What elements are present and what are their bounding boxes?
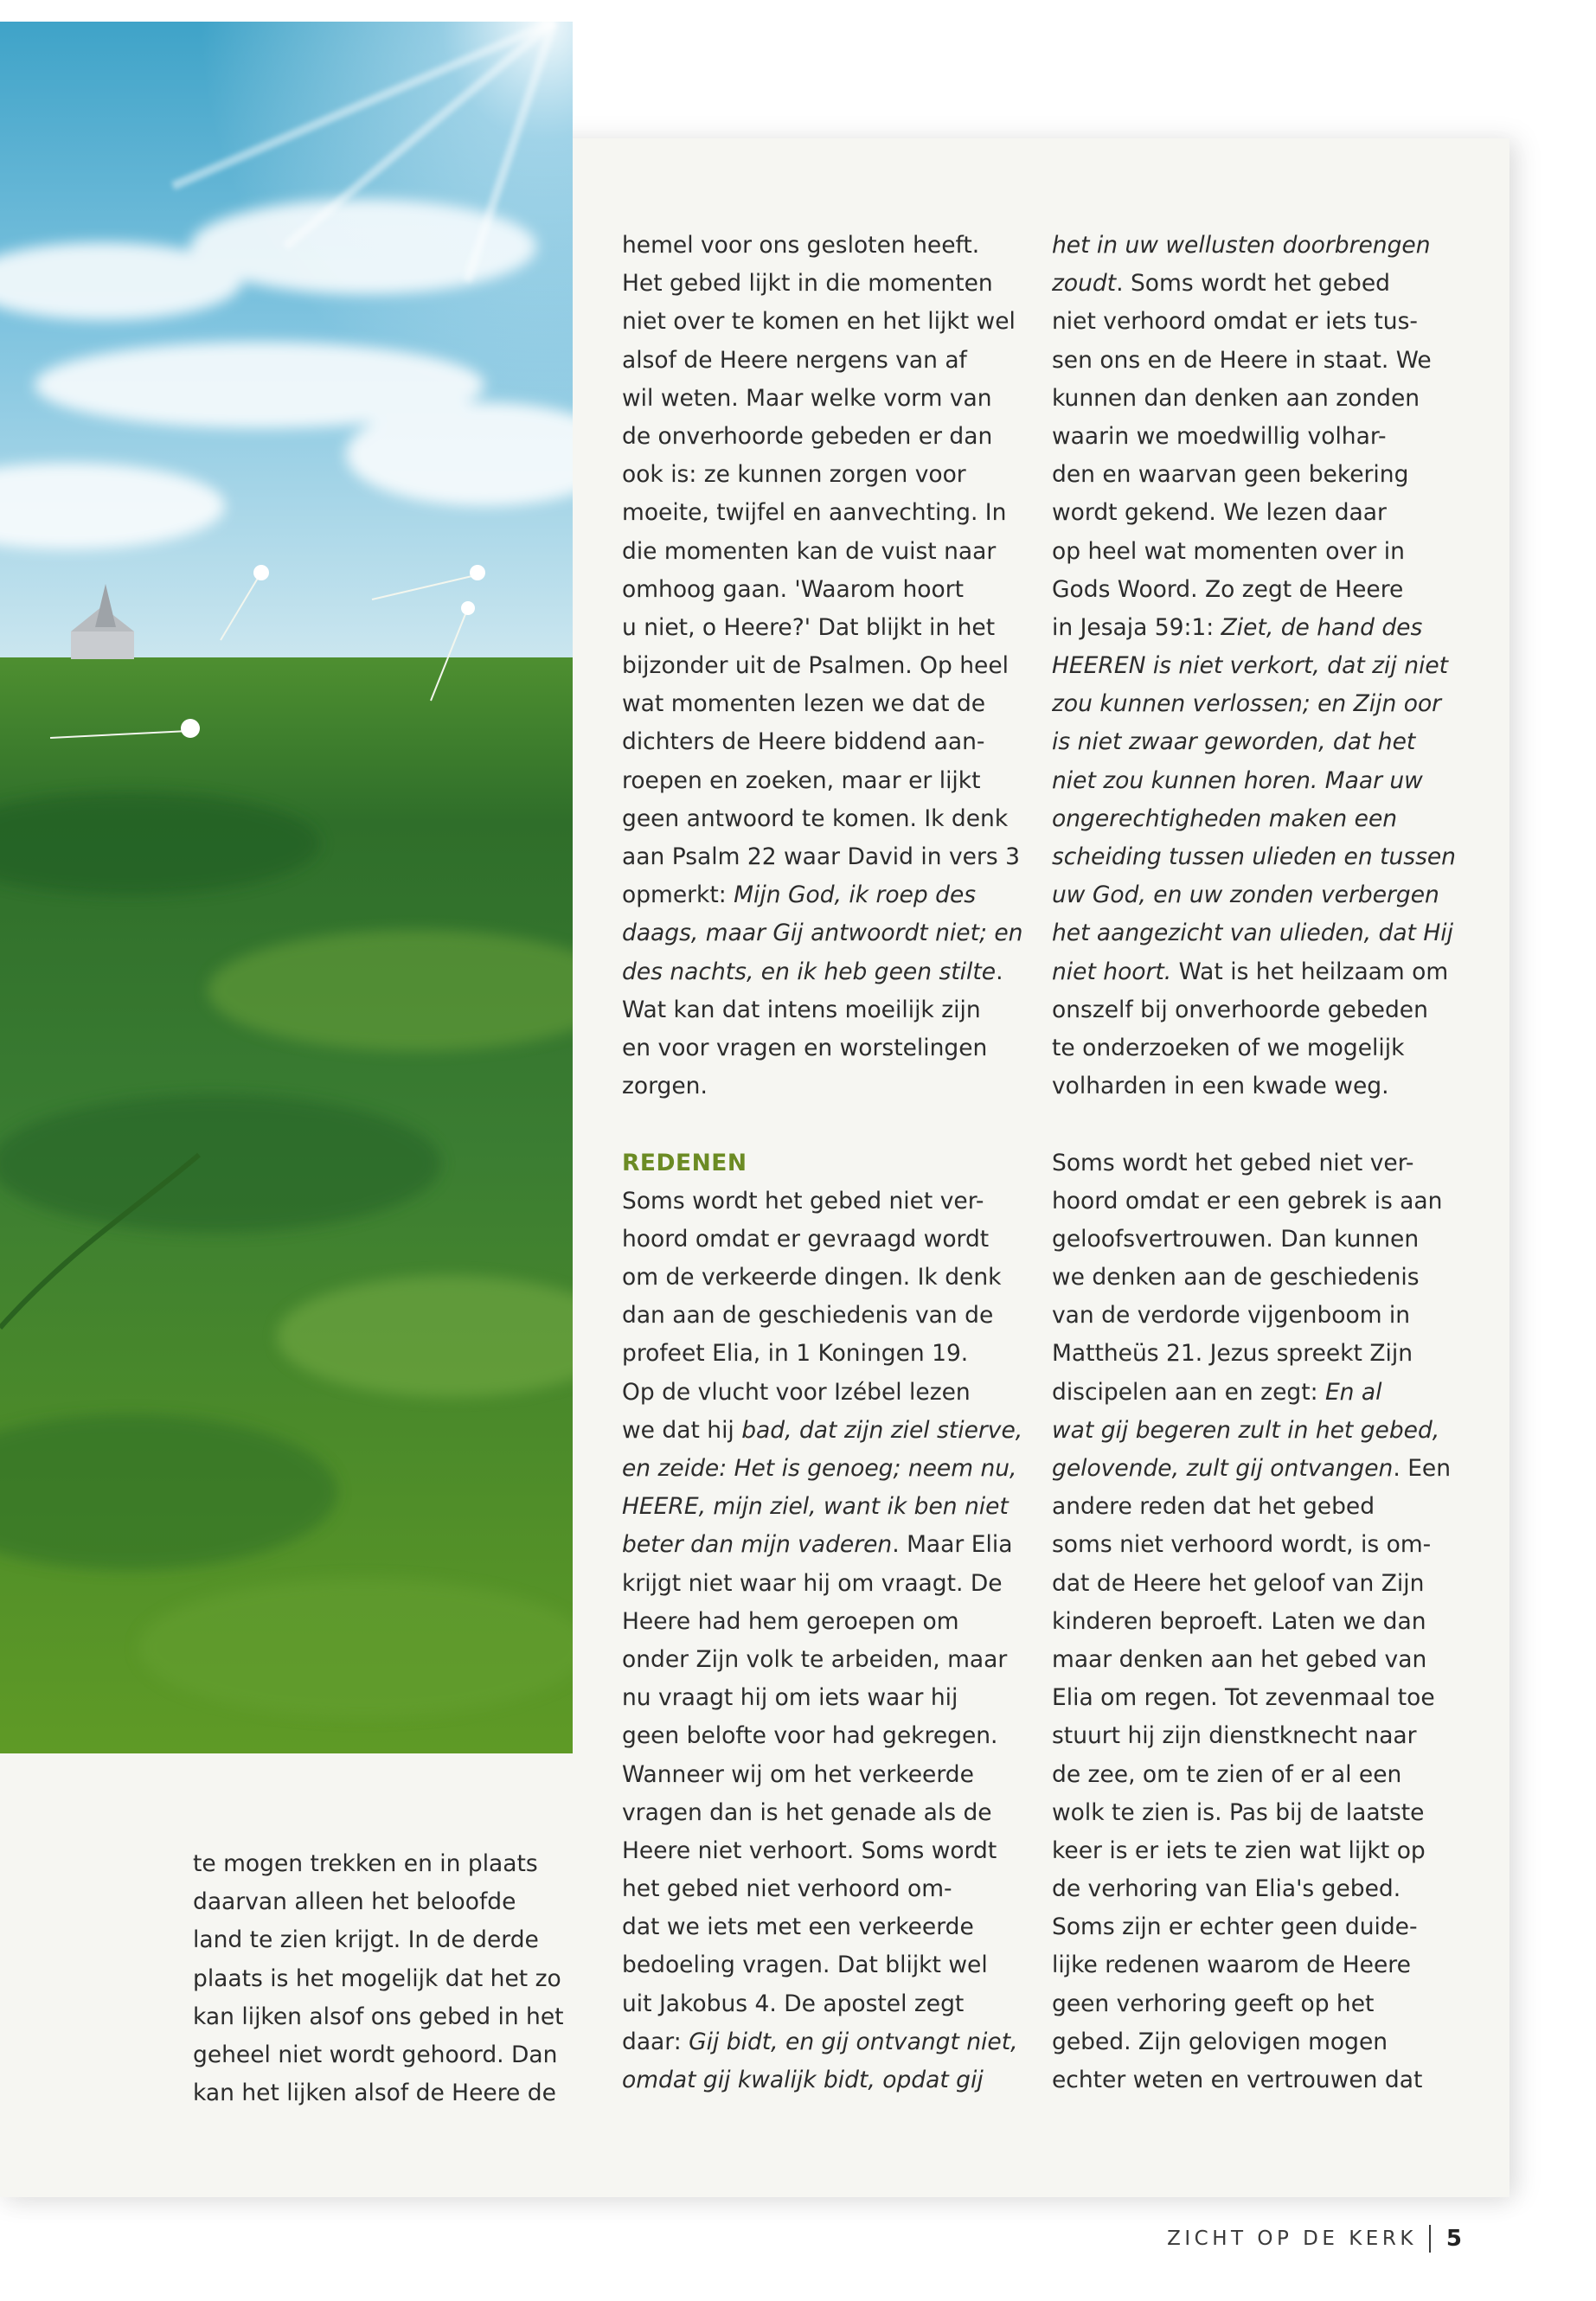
text-line: te onderzoeken of we mogelijk bbox=[1052, 1034, 1405, 1061]
text-line: aan Psalm 22 waar David in vers 3 bbox=[622, 843, 1020, 870]
text-span: . Een bbox=[1393, 1455, 1452, 1482]
text-span: . Maar Elia bbox=[892, 1531, 1013, 1559]
text-line: hoord omdat er een gebrek is aan bbox=[1052, 1187, 1443, 1215]
text-line: profeet Elia, in 1 Koningen 19. bbox=[622, 1340, 969, 1368]
text-line: roepen en zoeken, maar er lijkt bbox=[622, 766, 981, 794]
text-line: wat momenten lezen we dat de bbox=[622, 690, 986, 718]
text-line bbox=[622, 2061, 1022, 2099]
magazine-title: ZICHT OP DE KERK bbox=[1167, 2227, 1417, 2250]
text-line: daarvan alleen het beloofde bbox=[193, 1888, 516, 1916]
text-line: Op de vlucht voor Izébel lezen bbox=[622, 1378, 971, 1406]
article-column-2 bbox=[622, 227, 1022, 2099]
article-column-3 bbox=[1052, 227, 1456, 2099]
text-line: sen ons en de Heere in staat. We bbox=[1052, 346, 1432, 374]
text-line bbox=[1052, 953, 1456, 991]
scripture-quote: en zeide: Het is genoeg; neem nu, bbox=[622, 1455, 1017, 1482]
text-line: het gebed niet verhoord om- bbox=[622, 1875, 952, 1903]
text-line: de onverhoorde gebeden er dan bbox=[622, 422, 993, 450]
text-line: Heere niet verhoort. Soms wordt bbox=[622, 1836, 997, 1864]
text-line: geen verhoring geeft op het bbox=[1052, 1990, 1375, 2017]
text-line: en voor vragen en worstelingen bbox=[622, 1034, 988, 1061]
text-line: te mogen trekken en in plaats bbox=[193, 1850, 538, 1877]
scripture-quote: wat gij begeren zult in het gebed, bbox=[1052, 1416, 1440, 1444]
scripture-quote: gelovende, zult gij ontvangen bbox=[1052, 1455, 1394, 1482]
text-line bbox=[1052, 838, 1456, 876]
text-line bbox=[1052, 609, 1456, 647]
text-line: vragen dan is het genade als de bbox=[622, 1798, 992, 1826]
text-line: niet over te komen en het lijkt wel bbox=[622, 308, 1016, 336]
text-line bbox=[1052, 1374, 1456, 1412]
text-line: Elia om regen. Tot zevenmaal toe bbox=[1052, 1684, 1435, 1712]
text-line: den en waarvan geen bekering bbox=[1052, 461, 1409, 489]
text-line: Heere had hem geroepen om bbox=[622, 1607, 959, 1635]
text-span: daar: bbox=[622, 2028, 689, 2055]
text-line bbox=[622, 1488, 1022, 1526]
scripture-quote: omdat gij kwalijk bidt, opdat gij bbox=[622, 2067, 984, 2093]
text-line: volharden in een kwade weg. bbox=[1052, 1073, 1389, 1100]
article-column-1 bbox=[193, 1845, 564, 2112]
text-line: geheel niet wordt gehoord. Dan bbox=[193, 2041, 558, 2068]
text-line: niet verhoord omdat er iets tus- bbox=[1052, 308, 1418, 336]
scripture-quote: zoudt bbox=[1052, 270, 1117, 298]
page-footer bbox=[1167, 2221, 1462, 2256]
text-line: Soms wordt het gebed niet ver- bbox=[622, 1187, 984, 1215]
page-number: 5 bbox=[1445, 2226, 1462, 2252]
text-line: onszelf bij onverhoorde gebeden bbox=[1052, 996, 1428, 1023]
text-span: Wat is het heilzaam om bbox=[1171, 958, 1449, 985]
text-line: soms niet verhoord wordt, is om- bbox=[1052, 1531, 1432, 1559]
text-span: in Jesaja 59:1: bbox=[1052, 613, 1221, 641]
meadow-chapel-photo bbox=[0, 22, 573, 1753]
scripture-quote: niet zou kunnen horen. Maar uw bbox=[1052, 766, 1423, 794]
text-line: u niet, o Heere?' Dat blijkt in het bbox=[622, 613, 996, 641]
text-line: alsof de Heere nergens van af bbox=[622, 346, 967, 374]
scripture-quote: scheiding tussen ulieden en tussen bbox=[1052, 843, 1456, 870]
text-line bbox=[1052, 762, 1456, 800]
text-span: . bbox=[996, 958, 1003, 985]
text-line: Gods Woord. Zo zegt de Heere bbox=[1052, 575, 1404, 603]
text-line: kunnen dan denken aan zonden bbox=[1052, 384, 1420, 412]
scripture-quote: HEERE, mijn ziel, want ik ben niet bbox=[622, 1493, 1009, 1521]
text-line bbox=[1052, 227, 1456, 265]
text-span: . Soms wordt het gebed bbox=[1116, 270, 1391, 298]
text-line bbox=[1052, 647, 1456, 685]
text-line: echter weten en vertrouwen dat bbox=[1052, 2067, 1423, 2093]
text-line: van de verdorde vijgenboom in bbox=[1052, 1302, 1411, 1330]
text-line bbox=[622, 876, 1022, 914]
text-line bbox=[622, 1450, 1022, 1488]
text-line: kinderen beproeft. Laten we dan bbox=[1052, 1607, 1426, 1635]
text-line bbox=[1052, 723, 1456, 761]
footer-divider bbox=[1429, 2225, 1431, 2253]
text-line: dan aan de geschiedenis van de bbox=[622, 1302, 994, 1330]
text-line: bedoeling vragen. Dat blijkt wel bbox=[622, 1952, 988, 1979]
text-line: Het gebed lijkt in die momenten bbox=[622, 270, 993, 298]
text-line: de zee, om te zien of er al een bbox=[1052, 1760, 1402, 1788]
text-line: zorgen. bbox=[622, 1073, 708, 1100]
text-line bbox=[622, 953, 1022, 991]
text-line: maar denken aan het gebed van bbox=[1052, 1645, 1427, 1673]
text-line bbox=[622, 1412, 1022, 1450]
scripture-quote: des nachts, en ik heb geen stilte bbox=[622, 958, 997, 985]
text-line bbox=[622, 1526, 1022, 1564]
scripture-quote: is niet zwaar geworden, dat het bbox=[1052, 728, 1416, 756]
text-line bbox=[1052, 265, 1456, 303]
paragraph-gap bbox=[1052, 1106, 1456, 1144]
text-line: dat de Heere het geloof van Zijn bbox=[1052, 1569, 1425, 1597]
scripture-quote: zou kunnen verlossen; en Zijn oor bbox=[1052, 690, 1442, 718]
scripture-quote: daags, maar Gij antwoordt niet; en bbox=[622, 920, 1023, 947]
text-line: dichters de Heere biddend aan- bbox=[622, 728, 985, 756]
text-line: plaats is het mogelijk dat het zo bbox=[193, 1965, 561, 1992]
text-line: we denken aan de geschiedenis bbox=[1052, 1264, 1420, 1292]
text-line bbox=[1052, 1412, 1456, 1450]
text-line: Soms zijn er echter geen duide- bbox=[1052, 1913, 1418, 1941]
text-line: andere reden dat het gebed bbox=[1052, 1493, 1375, 1521]
text-line: Soms wordt het gebed niet ver- bbox=[1052, 1149, 1414, 1176]
text-line: lijke redenen waarom de Heere bbox=[1052, 1952, 1411, 1979]
text-line: bijzonder uit de Psalmen. Op heel bbox=[622, 652, 1009, 680]
text-line: wolk te zien is. Pas bij de laatste bbox=[1052, 1798, 1425, 1826]
text-line: kan het lijken alsof de Heere de bbox=[193, 2080, 556, 2107]
text-line: dat we iets met een verkeerde bbox=[622, 1913, 974, 1941]
scripture-quote: beter dan mijn vaderen bbox=[622, 1531, 893, 1559]
text-line: wordt gekend. We lezen daar bbox=[1052, 499, 1387, 527]
text-line: krijgt niet waar hij om vraagt. De bbox=[622, 1569, 1003, 1597]
text-line: hoord omdat er gevraagd wordt bbox=[622, 1225, 990, 1253]
section-heading: REDENEN bbox=[622, 1149, 747, 1176]
paragraph-gap bbox=[622, 1106, 1022, 1144]
text-line: wil weten. Maar welke vorm van bbox=[622, 384, 992, 412]
text-line: op heel wat momenten over in bbox=[1052, 537, 1405, 565]
text-line: land te zien krijgt. In de derde bbox=[193, 1926, 539, 1954]
text-line bbox=[622, 914, 1022, 952]
text-line: Wat kan dat intens moeilijk zijn bbox=[622, 996, 981, 1023]
text-line: Mattheüs 21. Jezus spreekt Zijn bbox=[1052, 1340, 1413, 1368]
scripture-quote: HEEREN is niet verkort, dat zij niet bbox=[1052, 652, 1449, 680]
text-line bbox=[1052, 1450, 1456, 1488]
scripture-quote: het aangezicht van ulieden, dat Hij bbox=[1052, 920, 1454, 947]
text-line: geen antwoord te komen. Ik denk bbox=[622, 804, 1009, 832]
text-line: de verhoring van Elia's gebed. bbox=[1052, 1875, 1401, 1903]
text-line bbox=[1052, 800, 1456, 838]
text-line: moeite, twijfel en aanvechting. In bbox=[622, 499, 1007, 527]
text-line bbox=[622, 2023, 1022, 2061]
scripture-quote: Mijn God, ik roep des bbox=[734, 881, 977, 909]
text-line: waarin we moedwillig volhar- bbox=[1052, 422, 1387, 450]
scripture-quote: niet hoort. bbox=[1052, 958, 1172, 985]
text-line: die momenten kan de vuist naar bbox=[622, 537, 997, 565]
scripture-quote: uw God, en uw zonden verbergen bbox=[1052, 881, 1439, 909]
scripture-quote: En al bbox=[1324, 1378, 1382, 1406]
text-line: ook is: ze kunnen zorgen voor bbox=[622, 461, 966, 489]
scripture-quote: ongerechtigheden maken een bbox=[1052, 804, 1398, 832]
text-span: we dat hij bbox=[622, 1416, 742, 1444]
text-line: Wanneer wij om het verkeerde bbox=[622, 1760, 974, 1788]
text-line: om de verkeerde dingen. Ik denk bbox=[622, 1264, 1002, 1292]
text-line: kan lijken alsof ons gebed in het bbox=[193, 2003, 564, 2030]
text-line: onder Zijn volk te arbeiden, maar bbox=[622, 1645, 1008, 1673]
text-line: hemel voor ons gesloten heeft. bbox=[622, 232, 980, 259]
text-line: geen belofte voor had gekregen. bbox=[622, 1722, 998, 1750]
text-line: omhoog gaan. 'Waarom hoort bbox=[622, 575, 964, 603]
text-line: keer is er iets te zien wat lijkt op bbox=[1052, 1836, 1426, 1864]
text-line bbox=[1052, 876, 1456, 914]
text-line bbox=[1052, 685, 1456, 723]
text-line: nu vraagt hij om iets waar hij bbox=[622, 1684, 958, 1712]
text-line bbox=[1052, 914, 1456, 952]
scripture-quote: bad, dat zijn ziel stierve, bbox=[741, 1416, 1023, 1444]
scripture-quote: het in uw wellusten doorbrengen bbox=[1052, 232, 1431, 259]
text-span: opmerkt: bbox=[622, 881, 734, 909]
text-line: stuurt hij zijn dienstknecht naar bbox=[1052, 1722, 1417, 1750]
scripture-quote: Gij bidt, en gij ontvangt niet, bbox=[689, 2028, 1018, 2055]
text-line: geloofsvertrouwen. Dan kunnen bbox=[1052, 1225, 1420, 1253]
text-line: gebed. Zijn gelovigen mogen bbox=[1052, 2028, 1388, 2055]
text-line: uit Jakobus 4. De apostel zegt bbox=[622, 1990, 965, 2017]
text-span: discipelen aan en zegt: bbox=[1052, 1378, 1325, 1406]
scripture-quote: Ziet, de hand des bbox=[1221, 613, 1423, 641]
